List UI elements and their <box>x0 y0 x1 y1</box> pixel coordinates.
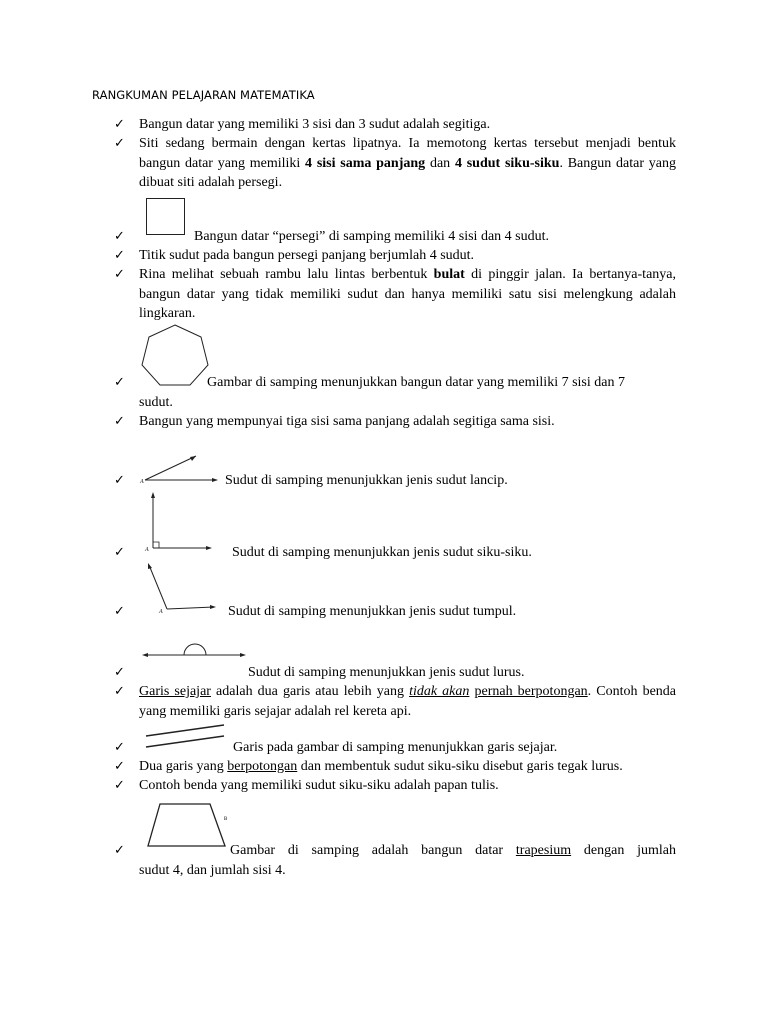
check-icon: ✓ <box>114 248 125 263</box>
straight-angle-figure <box>140 638 252 662</box>
check-icon: ✓ <box>114 473 125 488</box>
item-text-line1: Gambar di samping adalah bangun datar trapesium dengan jumlah <box>230 843 676 858</box>
trapezium-figure <box>142 800 234 852</box>
svg-text:A: A <box>140 479 144 485</box>
list-item <box>114 246 676 266</box>
list-item <box>114 412 676 432</box>
item-text-line1: Gambar di samping menunjukkan bangun datar yang memiliki 7 sisi dan 7 <box>207 375 625 390</box>
item-text: Siti sedang bermain dengan kertas lipatnya. Ia memotong kertas tersebut menjadi bentuk bangun datar yang memiliki 4 sisi sama panjang dan 4 sudut siku-siku. Bangun datar yang dibuat siti adalah persegi. <box>139 136 676 190</box>
item-text: Garis sejajar adalah dua garis atau lebih yang tidak akan pernah berpotongan. Contoh benda yang memiliki garis sejajar adalah rel kereta api. <box>139 684 677 719</box>
check-icon: ✓ <box>114 375 125 390</box>
item-text: Sudut di samping menunjukkan jenis sudut lurus. <box>248 665 525 680</box>
check-icon: ✓ <box>114 740 125 755</box>
check-icon: ✓ <box>114 759 125 774</box>
check-icon: ✓ <box>114 665 125 680</box>
item-text: Rina melihat sebuah rambu lalu lintas berbentuk bulat di pinggir jalan. Ia bertanya-tanya, bangun datar yang tidak memiliki sudut dan hanya memiliki satu sisi melengkung adalah lingkaran. <box>139 267 676 321</box>
check-icon: ✓ <box>114 229 125 244</box>
square-figure <box>144 196 188 238</box>
item-text-line2: sudut 4, dan jumlah sisi 4. <box>139 863 286 878</box>
item-text: Contoh benda yang memiliki sudut siku-siku adalah papan tulis. <box>139 778 499 793</box>
item-text-line2: sudut. <box>139 395 173 410</box>
item-text: Sudut di samping menunjukkan jenis sudut tumpul. <box>228 604 517 619</box>
svg-text:A: A <box>159 609 163 615</box>
item-text: Bangun yang mempunyai tiga sisi sama panjang adalah segitiga sama sisi. <box>139 414 555 429</box>
svg-text:A: A <box>145 547 149 553</box>
check-icon: ✓ <box>114 684 125 699</box>
check-icon: ✓ <box>114 604 125 619</box>
check-icon: ✓ <box>114 843 125 858</box>
item-text: Garis pada gambar di samping menunjukkan garis sejajar. <box>233 740 558 755</box>
item-text: Titik sudut pada bangun persegi panjang berjumlah 4 sudut. <box>139 248 475 263</box>
obtuse-angle-figure <box>140 560 220 616</box>
list-item <box>114 682 676 721</box>
item-text: Sudut di samping menunjukkan jenis sudut lancip. <box>225 473 508 488</box>
list-item <box>114 115 676 135</box>
list-item <box>114 265 676 324</box>
item-text: Sudut di samping menunjukkan jenis sudut siku-siku. <box>232 545 532 560</box>
svg-text:B: B <box>224 817 228 822</box>
check-icon: ✓ <box>114 414 125 429</box>
list-item <box>114 134 676 193</box>
check-icon: ✓ <box>114 136 125 151</box>
parallel-lines-figure <box>142 722 228 750</box>
item-text: Dua garis yang berpotongan dan membentuk sudut siku-siku disebut garis tegak lurus. <box>139 759 623 774</box>
check-icon: ✓ <box>114 117 125 132</box>
check-icon: ✓ <box>114 545 125 560</box>
right-angle-figure <box>140 490 216 556</box>
check-icon: ✓ <box>114 267 125 282</box>
check-icon: ✓ <box>114 778 125 793</box>
list-item <box>114 776 676 796</box>
acute-angle-figure <box>138 452 222 488</box>
list-item <box>114 757 676 777</box>
item-text: Bangun datar “persegi” di samping memiliki 4 sisi dan 4 sudut. <box>194 229 549 244</box>
heptagon-figure <box>138 322 212 388</box>
document-title: RANGKUMAN PELAJARAN MATEMATIKA <box>92 88 315 102</box>
item-text: Bangun datar yang memiliki 3 sisi dan 3 sudut adalah segitiga. <box>139 117 491 132</box>
